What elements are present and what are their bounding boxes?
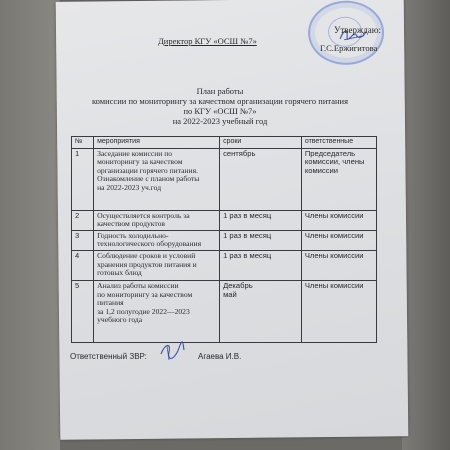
row-number: 4	[72, 250, 94, 280]
table-surface-left	[0, 0, 60, 450]
activity-line: технологического оборудования	[97, 239, 202, 249]
responsible-line: Члены комиссии	[304, 230, 364, 240]
activity-line: на 2022-2023 уч.год	[97, 182, 162, 192]
activity-line: питания	[97, 298, 124, 308]
approval-label: Утверждаю:	[334, 25, 382, 35]
row-number: 1	[72, 148, 94, 210]
plan-title: План работы	[196, 86, 244, 96]
term-line: Декабрь	[223, 280, 253, 290]
term-line: сентябрь	[223, 148, 256, 158]
header-terms: сроки	[220, 137, 302, 149]
row-responsible	[301, 230, 376, 250]
row-number: 2	[72, 210, 94, 230]
header-number: №	[72, 137, 94, 149]
term-line: 1 раз в месяц	[223, 210, 272, 220]
plan-table	[71, 136, 377, 343]
row-activity	[94, 210, 220, 230]
activity-line: за 1,2 полугодие 2022—2023	[97, 306, 190, 316]
table-row	[72, 230, 377, 250]
row-term	[220, 230, 302, 250]
activity-line: Осуществляется контроль за	[97, 210, 190, 220]
row-activity	[94, 280, 220, 342]
row-number: 3	[72, 230, 94, 250]
row-term	[220, 250, 302, 280]
row-activity	[94, 230, 220, 250]
approver-name: Г.С.Ержигитова	[320, 43, 378, 53]
responsible-line: Председатель	[304, 148, 356, 158]
activity-line: Анализ работы комиссии	[97, 280, 179, 290]
activity-line: организации горячего питания.	[97, 165, 199, 175]
director-title: Директор КГУ «ОСШ №7»	[158, 36, 257, 46]
row-responsible	[301, 280, 376, 342]
responsible-line: Члены комиссии	[304, 250, 364, 260]
activity-line: готовых блюд	[97, 268, 142, 278]
term-line: май	[223, 289, 237, 299]
term-line: 1 раз в месяц	[223, 250, 272, 260]
activity-line: Заседание комиссии по	[97, 148, 173, 158]
table-row	[72, 280, 377, 342]
responsible-line: комиссии, члены	[304, 157, 365, 167]
activity-line: хранения продуктов питания и	[97, 259, 197, 269]
row-term	[220, 210, 302, 230]
row-term	[220, 148, 302, 210]
table-row	[72, 250, 377, 280]
activity-line: по мониторингу за качеством	[97, 289, 193, 299]
header-responsible: ответственные	[301, 137, 376, 149]
row-responsible	[301, 250, 376, 280]
plan-organization: по КГУ «ОСШ №7»	[183, 106, 257, 116]
header-activities: мероприятия	[94, 137, 220, 149]
row-activity	[94, 250, 220, 280]
table-row	[72, 148, 377, 210]
row-number: 5	[72, 280, 94, 342]
table-surface-right	[402, 0, 450, 450]
activity-line: мониторингу за качеством	[97, 157, 183, 167]
row-term	[220, 280, 302, 342]
activity-line: качеством продуктов	[97, 219, 165, 229]
responsible-label: Ответственный ЗВР:	[70, 352, 147, 361]
plan-year: на 2022-2023 учебный год	[172, 116, 268, 126]
table-header-row	[72, 137, 377, 149]
activity-line: учебного года	[97, 315, 143, 325]
responsible-signature	[157, 340, 187, 362]
row-responsible	[301, 148, 376, 210]
plan-subtitle: комиссии по мониторингу за качеством организации горячего питания	[91, 96, 348, 106]
table-row	[72, 210, 377, 230]
activity-line: Соблюдение сроков и условий	[97, 250, 196, 260]
responsible-line: Члены комиссии	[304, 280, 364, 290]
responsible-line: комиссии	[304, 165, 338, 175]
activity-line: Годность холодильно-	[97, 230, 169, 240]
activity-line: Ознакомление с планом работы	[97, 174, 200, 184]
responsible-name: Агаева И.В.	[198, 352, 242, 361]
row-activity	[94, 148, 220, 210]
row-responsible	[301, 210, 376, 230]
term-line: 1 раз в месяц	[223, 230, 272, 240]
responsible-line: Члены комиссии	[304, 210, 364, 220]
